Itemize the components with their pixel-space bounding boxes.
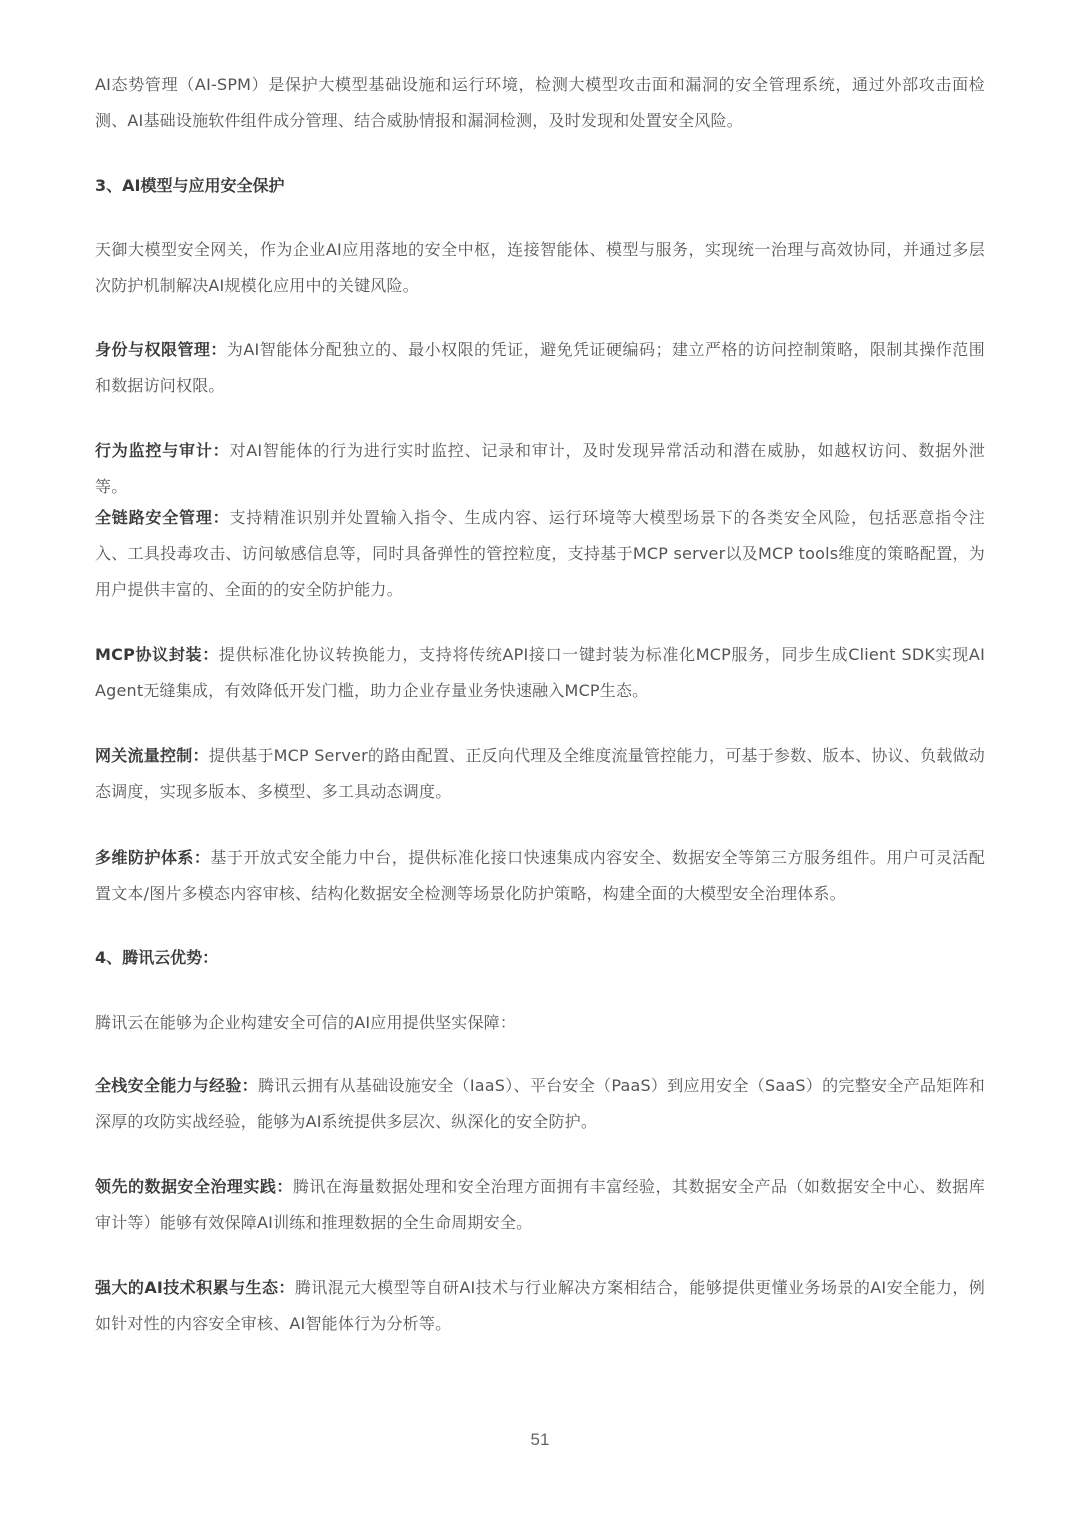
section4-intro: 腾讯云在能够为企业构建安全可信的AI应用提供坚实保障： bbox=[95, 1013, 517, 1032]
item-title: 全链路安全管理： bbox=[95, 508, 230, 527]
item-text: 提供标准化协议转换能力，支持将传统API接口一键封装为标准化MCP服务，同步生成Client SDK实现AI Agent无缝集成，有效降低开发门槛，助力企业存量业务快速融入MCP生态。 bbox=[95, 645, 985, 700]
item-title: 身份与权限管理： bbox=[95, 340, 227, 359]
item-mcp-protocol bbox=[95, 637, 985, 709]
section4-heading: 4、腾讯云优势： bbox=[95, 948, 219, 967]
item-text: 基于开放式安全能力中台，提供标准化接口快速集成内容安全、数据安全等第三方服务组件。用户可灵活配置文本/图片多模态内容审核、结构化数据安全检测等场景化防护策略，构建全面的大模型安全治理体系。 bbox=[95, 848, 985, 903]
item-full-chain-security bbox=[95, 500, 985, 608]
item-text: 腾讯云拥有从基础设施安全（IaaS）、平台安全（PaaS）到应用安全（SaaS）的完整安全产品矩阵和深厚的攻防实战经验，能够为AI系统提供多层次、纵深化的安全防护。 bbox=[95, 1076, 985, 1131]
item-title: 多维防护体系： bbox=[95, 848, 211, 867]
item-title: 网关流量控制： bbox=[95, 746, 209, 765]
item-full-stack-security bbox=[95, 1068, 985, 1140]
section3-intro: 天御大模型安全网关，作为企业AI应用落地的安全中枢，连接智能体、模型与服务，实现统一治理与高效协同，并通过多层次防护机制解决AI规模化应用中的关键风险。 bbox=[95, 240, 985, 295]
item-text: 腾讯在海量数据处理和安全治理方面拥有丰富经验，其数据安全产品（如数据安全中心、数据库审计等）能够有效保障AI训练和推理数据的全生命周期安全。 bbox=[95, 1177, 985, 1232]
item-text: 支持精准识别并处置输入指令、生成内容、运行环境等大模型场景下的各类安全风险，包括恶意指令注入、工具投毒攻击、访问敏感信息等，同时具备弹性的管控粒度，支持基于MCP server以及MCP tools维度的策略配置，为用户提供丰富的、全面的的安全防护能力。 bbox=[95, 508, 985, 599]
item-text: 提供基于MCP Server的路由配置、正反向代理及全维度流量管控能力，可基于参数、版本、协议、负载做动态调度，实现多版本、多模型、多工具动态调度。 bbox=[95, 746, 985, 801]
section3-heading: 3、AI模型与应用安全保护 bbox=[95, 176, 285, 195]
page-number: 51 bbox=[530, 1430, 550, 1449]
item-multi-dimension-protection bbox=[95, 840, 985, 912]
item-title: 强大的AI技术积累与生态： bbox=[95, 1278, 295, 1297]
item-title: 领先的数据安全治理实践： bbox=[95, 1177, 293, 1196]
item-ai-ecosystem bbox=[95, 1270, 985, 1342]
item-identity-permission bbox=[95, 332, 985, 404]
item-gateway-traffic bbox=[95, 738, 985, 810]
item-title: MCP协议封装： bbox=[95, 645, 219, 664]
item-data-governance bbox=[95, 1169, 985, 1241]
item-title: 行为监控与审计： bbox=[95, 441, 230, 460]
item-text: 为AI智能体分配独立的、最小权限的凭证，避免凭证硬编码；建立严格的访问控制策略，限制其操作范围和数据访问权限。 bbox=[95, 340, 985, 395]
intro-paragraph: AI态势管理（AI-SPM）是保护大模型基础设施和运行环境，检测大模型攻击面和漏洞的安全管理系统，通过外部攻击面检测、AI基础设施软件组件成分管理、结合威胁情报和漏洞检测，及时发现和处置安全风险。 bbox=[95, 75, 985, 130]
item-text: 腾讯混元大模型等自研AI技术与行业解决方案相结合，能够提供更懂业务场景的AI安全能力，例如针对性的内容安全审核、AI智能体行为分析等。 bbox=[95, 1278, 986, 1333]
item-behavior-monitoring bbox=[95, 433, 985, 505]
item-text: 对AI智能体的行为进行实时监控、记录和审计，及时发现异常活动和潜在威胁，如越权访问、数据外泄等。 bbox=[95, 441, 985, 496]
item-title: 全栈安全能力与经验： bbox=[95, 1076, 258, 1095]
